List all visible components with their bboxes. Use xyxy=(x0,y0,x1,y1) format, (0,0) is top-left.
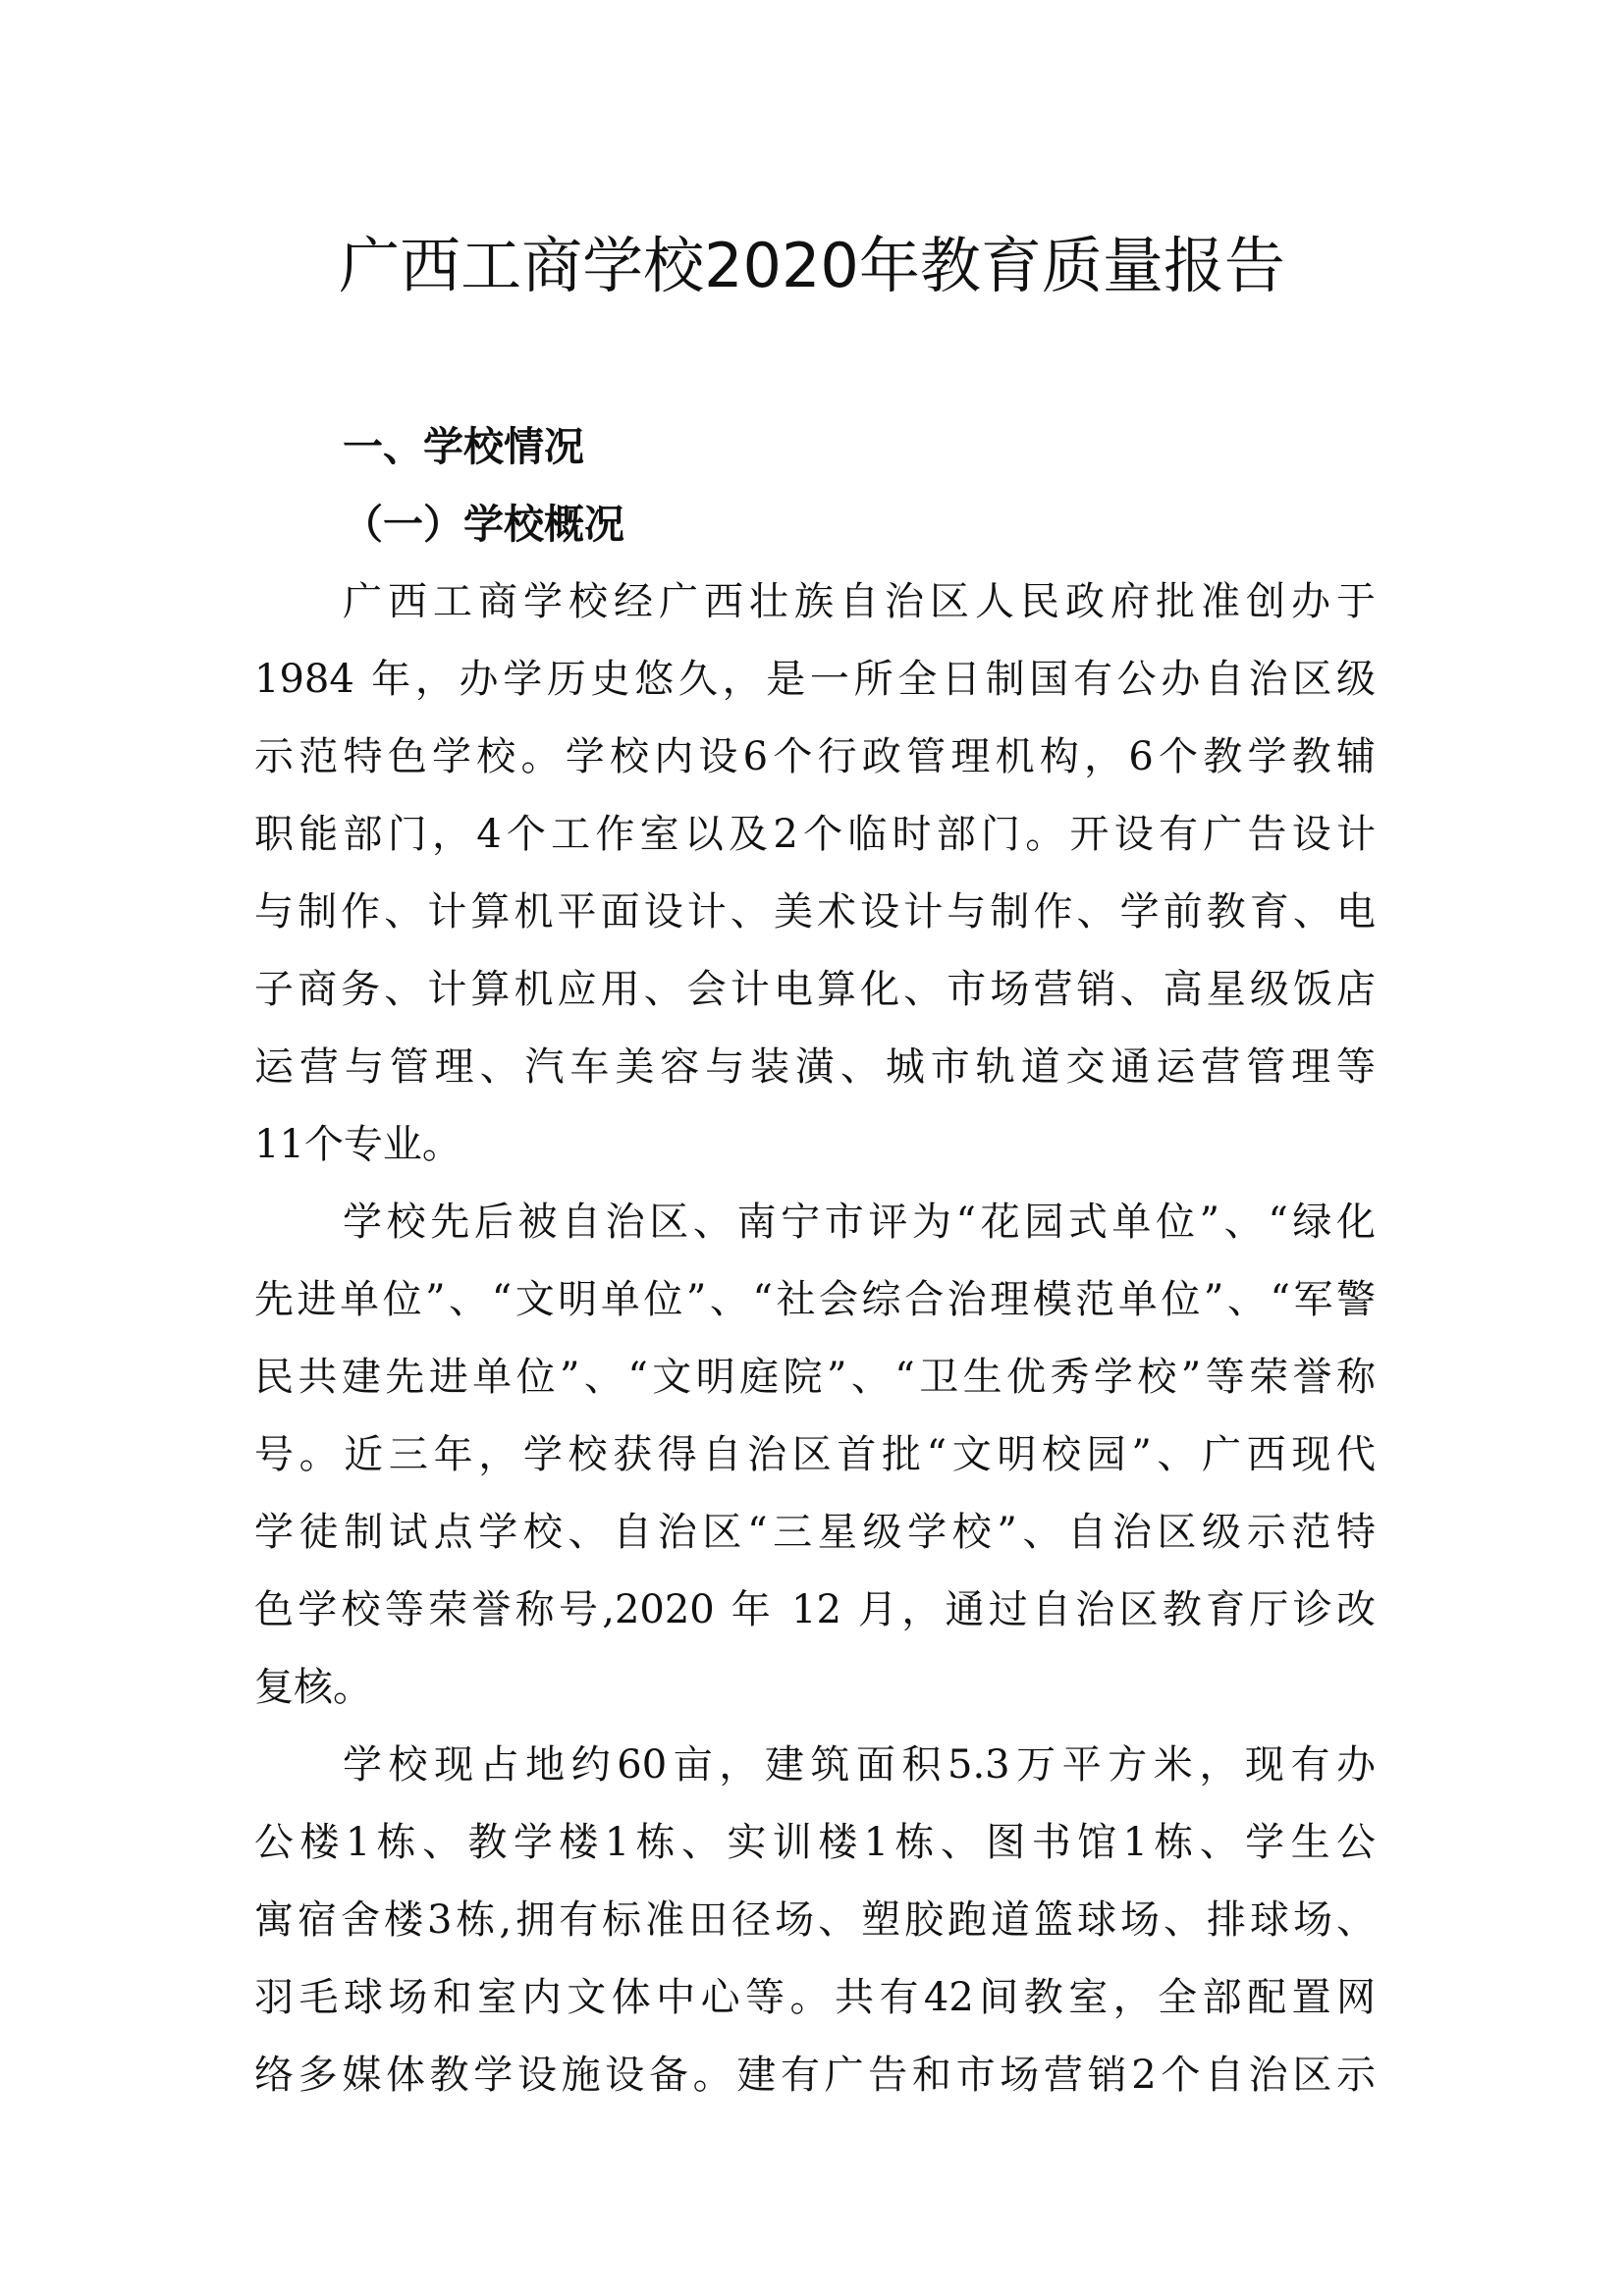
paragraph-line: 学徒制试点学校、自治区“三星级学校”、自治区级示范特 xyxy=(254,1510,1376,1555)
paragraph-line: 络多媒体教学设施设备。建有广告和市场营销2个自治区示 xyxy=(254,2053,1376,2098)
paragraph-line: 色学校等荣誉称号,2020 年 12 月，通过自治区教育厅诊改 xyxy=(254,1587,1376,1632)
paragraph-line: 学校先后被自治区、南宁市评为“花园式单位”、“绿化 xyxy=(343,1200,1376,1245)
subsection-heading: （一）学校概况 xyxy=(343,501,624,548)
paragraph-line: 民共建先进单位”、“文明庭院”、“卫生优秀学校”等荣誉称 xyxy=(254,1355,1376,1400)
paragraph-line: 号。近三年，学校获得自治区首批“文明校园”、广西现代 xyxy=(254,1432,1376,1477)
paragraph-line: 1984 年，办学历史悠久，是一所全日制国有公办自治区级 xyxy=(254,657,1376,702)
paragraph-line: 广西工商学校经广西壮族自治区人民政府批准创办于 xyxy=(343,579,1376,624)
paragraph-line: 寓宿舍楼3栋,拥有标准田径场、塑胶跑道篮球场、排球场、 xyxy=(254,1897,1376,1943)
paragraph-line: 复核。 xyxy=(254,1665,372,1710)
paragraph-line: 职能部门，4个工作室以及2个临时部门。开设有广告设计 xyxy=(254,812,1376,857)
paragraph-line: 示范特色学校。学校内设6个行政管理机构，6个教学教辅 xyxy=(254,734,1376,779)
paragraph-facilities xyxy=(254,1727,1376,2114)
paragraph-honors xyxy=(254,1184,1376,1727)
paragraph-line: 运营与管理、汽车美容与装潢、城市轨道交通运营管理等 xyxy=(254,1044,1376,1090)
paragraph-line: 子商务、计算机应用、会计电算化、市场营销、高星级饭店 xyxy=(254,967,1376,1012)
paragraph-line: 与制作、计算机平面设计、美术设计与制作、学前教育、电 xyxy=(254,889,1376,934)
paragraph-school-overview xyxy=(254,563,1376,1184)
paragraph-line: 11个专业。 xyxy=(254,1122,461,1167)
paragraph-line: 学校现占地约60亩，建筑面积5.3万平方米，现有办 xyxy=(343,1742,1376,1788)
paragraph-line: 公楼1栋、教学楼1栋、实训楼1栋、图书馆1栋、学生公 xyxy=(254,1820,1376,1865)
paragraph-line: 先进单位”、“文明单位”、“社会综合治理模范单位”、“军警 xyxy=(254,1277,1376,1322)
document-title: 广西工商学校2020年教育质量报告 xyxy=(339,230,1285,301)
section-heading: 一、学校情况 xyxy=(343,423,584,470)
paragraph-line: 羽毛球场和室内文体中心等。共有42间教室，全部配置网 xyxy=(254,1975,1376,2020)
document-body xyxy=(254,408,1376,2114)
